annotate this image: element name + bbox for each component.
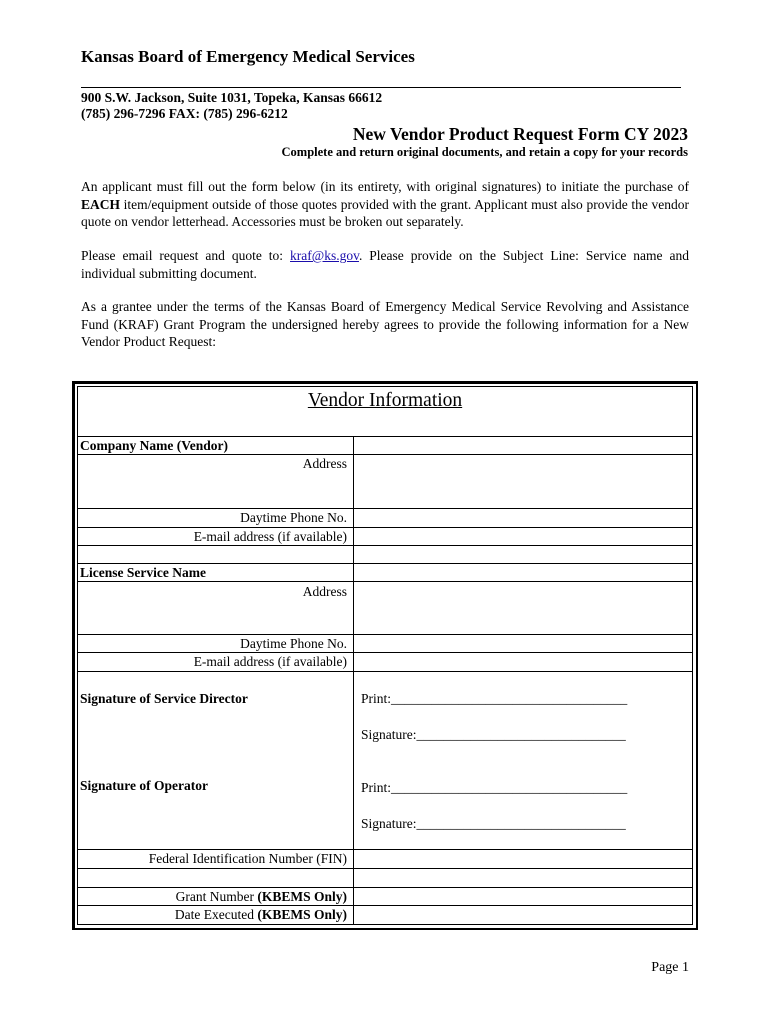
fin-label: Federal Identification Number (FIN): [148, 851, 347, 866]
org-phone: (785) 296-7296 FAX: (785) 296-6212: [81, 106, 288, 121]
form-title: New Vendor Product Request Form CY 2023: [352, 124, 688, 144]
grant-number-note: (KBEMS Only): [257, 889, 347, 904]
page-number: Page 1: [651, 960, 689, 975]
company-email-label: E-mail address (if available): [193, 529, 347, 544]
grant-number-label: [80, 889, 347, 905]
license-address-label: Address: [302, 584, 347, 599]
row-divider: [77, 545, 693, 546]
p2-text-a: Please email request and quote to:: [81, 248, 291, 263]
row-divider: [77, 905, 693, 906]
grantee-paragraph: As a grantee under the terms of the Kansas Board of Emergency Medical Service Revolving and Assistance Fund (KRAF) Grant Program the undersigned hereby agrees to provide the following information for a New Vendor Product Request:: [81, 299, 689, 349]
row-divider: [77, 671, 693, 672]
row-divider: [77, 508, 693, 509]
vendor-table-title: Vendor Information: [307, 390, 463, 411]
p1-bold: EACH: [81, 196, 121, 212]
sig-operator-label: Signature of Operator: [80, 778, 208, 793]
email-link[interactable]: kraf@ks.gov: [290, 248, 359, 263]
p1-text-a: An applicant must fill out the form below (in its entirety, with original signatures) to initiate the purchase of: [81, 179, 689, 194]
row-divider: [77, 887, 693, 888]
row-divider: [77, 581, 693, 582]
instructions-paragraph: [81, 178, 689, 231]
email-paragraph: [81, 247, 689, 282]
form-subtitle: Complete and return original documents, and retain a copy for your records: [281, 145, 688, 159]
row-divider: [77, 849, 693, 850]
header-rule: [81, 87, 681, 88]
director-print-field[interactable]: Print:___________________________________: [361, 691, 628, 706]
row-divider: [77, 868, 693, 869]
operator-signature-field[interactable]: Signature:_______________________________: [361, 816, 626, 831]
row-divider: [77, 563, 693, 564]
row-divider: [77, 527, 693, 528]
row-divider: [77, 454, 693, 455]
company-phone-label: Daytime Phone No.: [240, 510, 347, 525]
org-address: 900 S.W. Jackson, Suite 1031, Topeka, Kansas 66612: [81, 90, 383, 105]
license-service-label: License Service Name: [80, 565, 206, 580]
row-divider: [77, 652, 693, 653]
date-executed-label: [80, 907, 347, 923]
p2-text-b: . Please provide on the Subject Line: Service name and individual submitting document.: [81, 248, 689, 281]
row-divider: [77, 436, 693, 437]
date-executed-text: Date Executed: [174, 907, 258, 922]
org-title: Kansas Board of Emergency Medical Services: [81, 47, 415, 66]
license-phone-label: Daytime Phone No.: [240, 636, 347, 651]
column-divider: [353, 436, 354, 925]
license-email-label: E-mail address (if available): [193, 654, 347, 669]
row-divider: [77, 634, 693, 635]
grant-number-text: Grant Number: [175, 889, 258, 904]
org-address-block: [81, 90, 382, 122]
sig-director-label: Signature of Service Director: [80, 691, 248, 706]
p1-text-b: item/equipment outside of those quotes provided with the grant. Applicant must also provide the vendor quote on vendor letterhead. Accessories must be broken out separately.: [81, 196, 689, 229]
company-address-label: Address: [302, 456, 347, 471]
company-name-label: Company Name (Vendor): [80, 438, 228, 453]
operator-print-field[interactable]: Print:___________________________________: [361, 780, 628, 795]
director-signature-field[interactable]: Signature:_______________________________: [361, 727, 626, 742]
date-executed-note: (KBEMS Only): [257, 907, 347, 922]
